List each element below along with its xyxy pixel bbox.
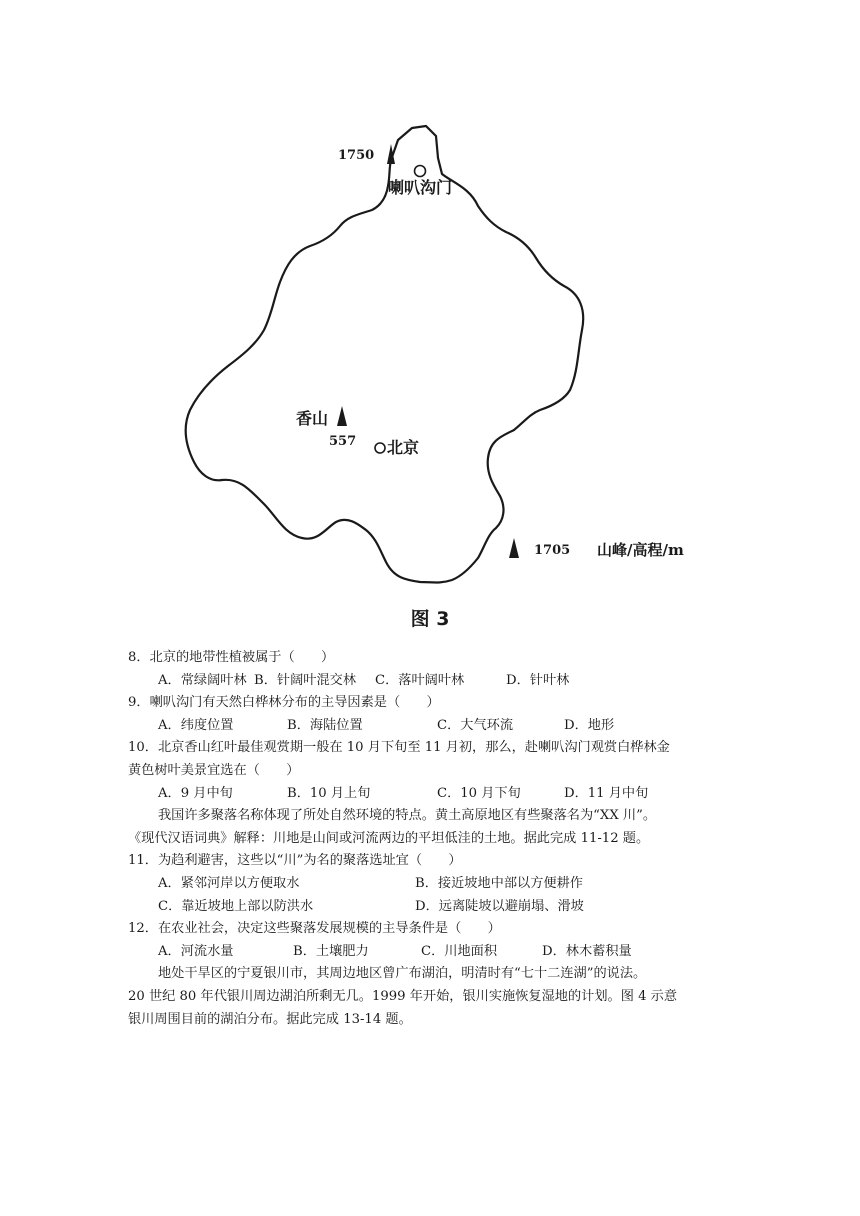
passage-line: 20 世纪 80 年代银川周边湖泊所剩无几。1999 年开始，银川实施恢复湿地的计划。图 4 示意 [128,988,678,1004]
place-marker [415,166,426,177]
option-c: C．川地面积 [421,943,498,959]
passage-line: 《现代汉语词典》解释：川地是山间或河流两边的平坦低洼的土地。据此完成 11-12 题。 [128,830,650,846]
peak-elevation-1750: 1750 [338,148,375,163]
option-a: A．纬度位置 [158,717,234,733]
option-b: B．海陆位置 [287,717,363,733]
passage-2 [128,963,748,1031]
legend-peak-icon [509,538,519,558]
question-section [128,647,748,1031]
beijing-boundary [186,126,584,583]
beijing-outline-map [180,118,700,588]
city-marker [375,443,385,453]
question-stem: 8．北京的地带性植被属于（ ） [128,650,335,665]
passage-line: 我国许多聚落名称体现了所处自然环境的特点。黄土高原地区有些聚落名为“XX 川”。 [158,808,657,824]
option-b: B．针阔叶混交林 [254,672,357,688]
passage-line: 银川周围目前的湖泊分布。据此完成 13-14 题。 [128,1011,412,1027]
place-label-labagoumen: 喇叭沟门 [388,178,453,197]
option-b: B．10 月上旬 [287,785,371,801]
option-c: C．10 月下旬 [437,785,521,801]
question-stem: 10．北京香山红叶最佳观赏期一般在 10 月下旬至 11 月初，那么，赴喇叭沟门观赏白桦林金 [128,740,670,756]
option-row [128,941,748,964]
question-stem: 12．在农业社会，决定这些聚落发展规模的主导条件是（ ） [128,921,501,937]
figure-caption: 图 3 [410,608,450,630]
passage-line: 地处干旱区的宁夏银川市，其周边地区曾广布湖泊，明清时有“七十二连湖”的说法。 [158,966,647,982]
option-a: A．9 月中旬 [158,785,233,801]
option-d: D．林木蓄积量 [542,943,632,959]
option-a: A．紧邻河岸以方便取水 [158,875,300,891]
option-c: C．大气环流 [437,717,514,733]
question-8 [128,647,748,692]
mountain-peak-icon [337,406,347,426]
legend-label: 山峰/高程/m [597,541,684,559]
question-stem-continued: 黄色树叶美景宜选在（ ） [128,762,300,778]
option-a: A．常绿阔叶林 [158,672,247,688]
option-d: D．地形 [564,717,615,733]
option-d: D．11 月中旬 [564,785,649,801]
question-12 [128,918,748,963]
passage-1 [128,805,748,850]
place-label-beijing: 北京 [387,438,420,457]
option-d: D．远离陡坡以避崩塌、滑坡 [415,898,584,914]
legend-elevation: 1705 [534,543,571,558]
option-d: D．针叶林 [506,672,570,688]
option-c: C．落叶阔叶林 [375,672,465,688]
option-row [128,896,748,919]
option-row [128,873,748,896]
option-row [128,670,748,693]
option-b: B．接近坡地中部以方便耕作 [415,875,583,891]
peak-name-xiangshan: 香山 [296,409,329,428]
peak-elevation-557: 557 [329,434,357,449]
question-11 [128,850,748,918]
option-c: C．靠近坡地上部以防洪水 [158,898,314,914]
option-row [128,715,748,738]
question-stem: 9．喇叭沟门有天然白桦林分布的主导因素是（ ） [128,695,440,711]
question-stem: 11．为趋利避害，这些以“川”为名的聚落选址宜（ ） [128,853,462,869]
question-10 [128,737,748,805]
question-9 [128,692,748,737]
map-legend [509,538,684,559]
option-b: B．土壤肥力 [293,943,369,959]
option-row [128,783,748,806]
option-a: A．河流水量 [158,943,234,959]
